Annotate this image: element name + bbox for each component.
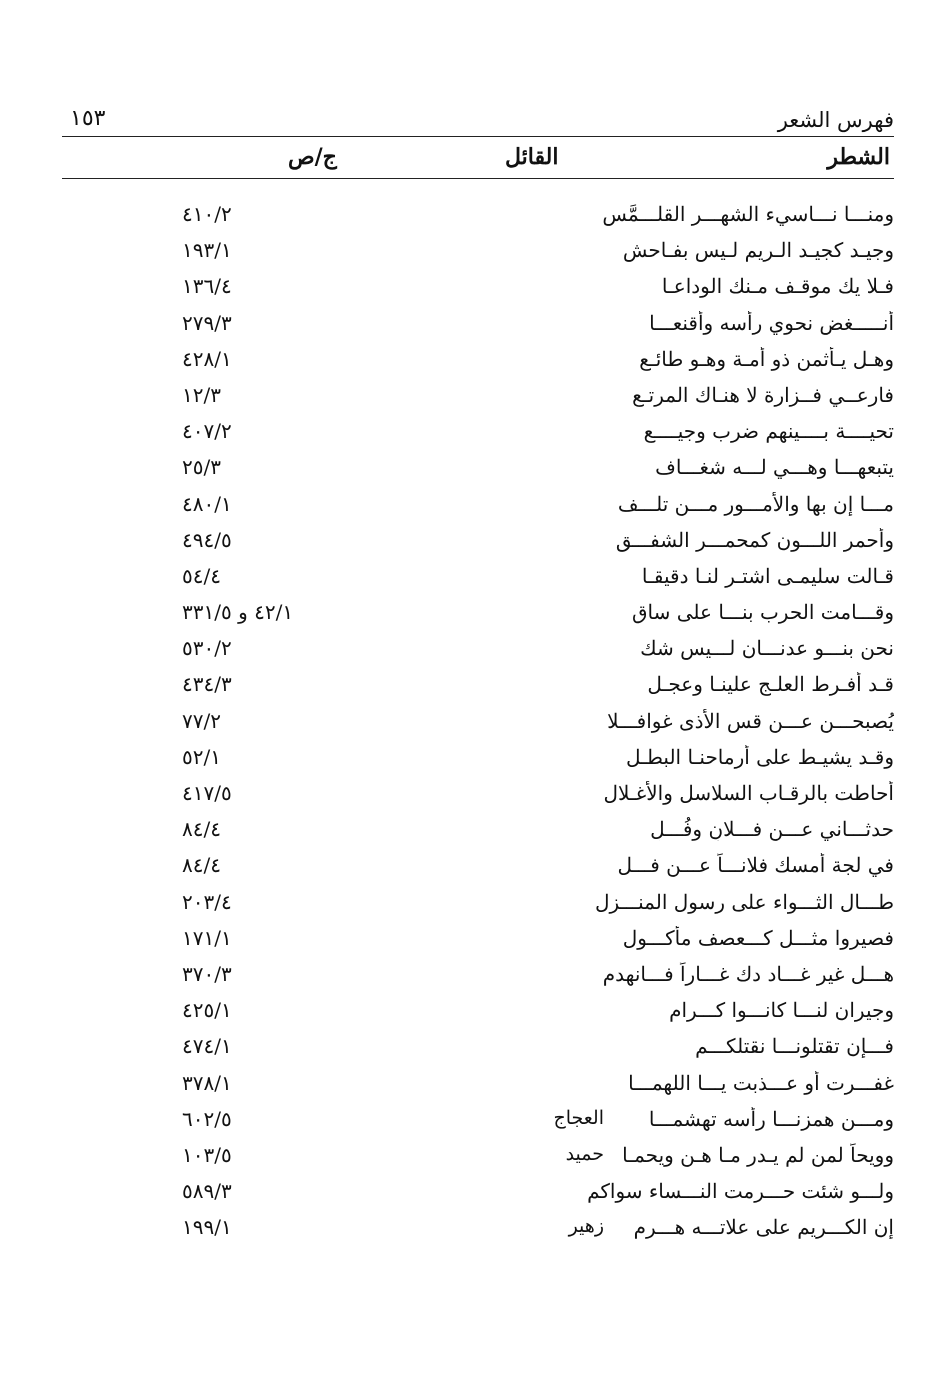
table-row <box>62 811 894 847</box>
table-row <box>62 1065 894 1101</box>
verse-hemistich: وأحمر اللـــون كمحمـــر الشفـــق <box>615 527 894 552</box>
table-row <box>62 1028 894 1064</box>
table-row <box>62 449 894 485</box>
verse-hemistich: فـلا يك موقـف مـنك الوداعـا <box>661 274 894 299</box>
column-header-qail: القائل <box>505 144 559 170</box>
volume-page-reference: ١٩٣/١ <box>182 238 232 263</box>
verse-hemistich: طـــال الثـــواء على رسول المنـــزل <box>594 889 894 914</box>
verse-hemistich: أنـــــغض نحوي رأسه وأقنعـــا <box>649 310 894 335</box>
volume-page-reference: ١٣٦/٤ <box>182 274 232 299</box>
poet-name: حميد <box>565 1142 604 1165</box>
poet-name: زهير <box>568 1215 604 1238</box>
table-row <box>62 666 894 702</box>
table-row <box>62 522 894 558</box>
volume-page-reference: ٥٢/١ <box>182 744 221 769</box>
verse-hemistich: وجيران لنـــا كانـــوا كـــرام <box>669 998 894 1023</box>
verse-hemistich: إن الكـــريم على علاتـــه هـــرم <box>633 1215 894 1240</box>
column-header-shatr: الشطر <box>827 144 890 170</box>
table-row <box>62 1173 894 1209</box>
verse-hemistich: حدثـــاني عـــن فـــلانٍ وفُـــلِ <box>650 817 894 842</box>
volume-page-reference: ٤٢٥/١ <box>182 998 232 1023</box>
volume-page-reference: ٢٥/٣ <box>182 455 221 480</box>
volume-page-reference: ٢٠٣/٤ <box>182 889 232 914</box>
volume-page-reference: ١٢/٣ <box>182 382 221 407</box>
header-rule <box>62 178 894 179</box>
verse-hemistich: هـــل غير غـــاد دك غـــاراً فـــانهدم <box>602 961 894 986</box>
verse-hemistich: قـد أفـرط العلـج علينـا وعجـل <box>647 672 894 697</box>
table-row <box>62 486 894 522</box>
table-row <box>62 920 894 956</box>
table-row <box>62 558 894 594</box>
volume-page-reference: ٧٧/٢ <box>182 708 221 733</box>
verse-hemistich: وقـد يشيـط على أرماحنـا البطـل <box>626 744 894 769</box>
table-row <box>62 232 894 268</box>
volume-page-reference: ٤٢/١ و ٣٣١/٥ <box>182 600 294 625</box>
verse-hemistich: وويحاً لمن لم يـدر مـا هـن ويحمـا <box>622 1142 894 1167</box>
verse-hemistich: يُصبحـــن عـــن قس الأذى غوافـــلا <box>607 708 894 733</box>
volume-page-reference: ٥٨٩/٣ <box>182 1179 232 1204</box>
verse-hemistich: يتبعهـــا وهـــي لـــه شغـــاف <box>655 455 894 480</box>
verse-hemistich: فصيروا مثـــل كـــعصف مأكـــول <box>622 925 894 950</box>
volume-page-reference: ٣٧٠/٣ <box>182 961 232 986</box>
verse-hemistich: أحاطت بالرقـاب السلاسل والأغـلال <box>603 781 894 805</box>
running-head <box>62 104 894 136</box>
volume-page-reference: ٤٢٨/١ <box>182 346 232 371</box>
volume-page-reference: ٤٣٤/٣ <box>182 672 232 697</box>
table-row <box>62 847 894 883</box>
volume-page-reference: ٤٩٤/٥ <box>182 527 232 552</box>
table-row <box>62 413 894 449</box>
volume-page-reference: ١٩٩/١ <box>182 1215 232 1240</box>
verse-hemistich: ولـــو شئت حـــرمت النـــساء سواكم <box>587 1179 894 1204</box>
index-table <box>62 196 894 1245</box>
verse-hemistich: مـــا إن بها والأمـــور مـــن تلـــف <box>617 491 894 516</box>
top-rule <box>62 136 894 137</box>
verse-hemistich: وهـل يـأثمن ذو أمـة وهـو طائـع <box>639 346 894 371</box>
running-title: فهرس الشعر <box>777 108 894 132</box>
verse-hemistich: فـــإن تقتلونـــا نقتلكـــم <box>695 1034 894 1059</box>
table-row <box>62 268 894 304</box>
verse-hemistich: وجيـد كجيـد الـريم لـيس بفـاحش <box>622 238 894 263</box>
verse-hemistich: تحيــــة بــــينهم ضرب وجيــــع <box>643 419 894 444</box>
table-row <box>62 884 894 920</box>
verse-hemistich: ومنـــا نـــاسيء الشهـــر القلـــمَّس <box>602 202 894 226</box>
volume-page-reference: ٥٤/٤ <box>182 563 221 588</box>
table-row <box>62 1137 894 1173</box>
column-header-ref: ج/ص <box>288 144 337 170</box>
volume-page-reference: ٣٧٨/١ <box>182 1070 232 1095</box>
volume-page-reference: ٢٧٩/٣ <box>182 310 232 335</box>
volume-page-reference: ٥٣٠/٢ <box>182 636 232 661</box>
table-row <box>62 1101 894 1137</box>
table-row <box>62 377 894 413</box>
verse-hemistich: وقـــامت الحرب بنـــا على ساق <box>632 600 894 625</box>
volume-page-reference: ٦٠٢/٥ <box>182 1106 232 1131</box>
verse-hemistich: نحن بنـــو عدنـــان لـــيس شك <box>640 636 894 661</box>
table-row <box>62 594 894 630</box>
verse-hemistich: غفـــرت أو عـــذبت يـــا اللهمـــا <box>628 1070 894 1095</box>
verse-hemistich: في لجة أمسك فلانـــاً عـــن فـــل <box>617 853 894 878</box>
volume-page-reference: ٤٨٠/١ <box>182 491 232 516</box>
table-row <box>62 196 894 232</box>
volume-page-reference: ١٠٣/٥ <box>182 1142 232 1167</box>
page-number: ١٥٣ <box>70 106 106 131</box>
volume-page-reference: ٤٠٧/٢ <box>182 419 232 444</box>
table-row <box>62 992 894 1028</box>
table-row <box>62 703 894 739</box>
volume-page-reference: ٨٤/٤ <box>182 817 221 842</box>
volume-page-reference: ٤١٧/٥ <box>182 781 232 805</box>
verse-hemistich: ومـــن همزنـــا رأسه تهشمـــا <box>648 1106 894 1131</box>
table-row <box>62 739 894 775</box>
table-row <box>62 1209 894 1245</box>
volume-page-reference: ٤٧٤/١ <box>182 1034 232 1059</box>
volume-page-reference: ٨٤/٤ <box>182 853 221 878</box>
verse-hemistich: فارعــي فــزارة لا هنـاك المرتـع <box>632 382 894 407</box>
table-row <box>62 305 894 341</box>
table-row <box>62 630 894 666</box>
table-row <box>62 341 894 377</box>
verse-hemistich: قـالت سليمـى اشتـر لنـا دقيقـا <box>641 563 894 588</box>
volume-page-reference: ٤١٠/٢ <box>182 202 232 226</box>
volume-page-reference: ١٧١/١ <box>182 925 232 950</box>
table-row <box>62 956 894 992</box>
poet-name: العجاج <box>553 1106 604 1129</box>
table-row <box>62 775 894 811</box>
